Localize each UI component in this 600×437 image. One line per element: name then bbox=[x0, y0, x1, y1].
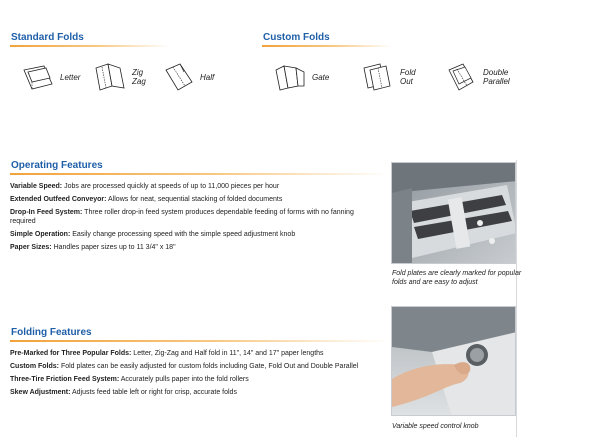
feature-item: Skew Adjustment: Adjusts feed table left or right for crisp, accurate folds bbox=[10, 389, 237, 396]
speed-knob-photo bbox=[391, 306, 516, 416]
fold-label: Fold Out bbox=[400, 68, 416, 86]
feature-item: Three-Tire Friction Feed System: Accurately pulls paper into the fold rollers bbox=[10, 376, 249, 383]
fold-plates-caption: Fold plates are clearly marked for popular folds and are easy to adjust bbox=[392, 270, 522, 286]
folding-features-title: Folding Features bbox=[11, 327, 92, 338]
speed-knob-caption: Variable speed control knob bbox=[392, 423, 479, 430]
feature-item: Drop-In Feed System: Three roller drop-in feed system produces dependable feeding of forms with no fanning required bbox=[10, 209, 354, 225]
operating-features-underline bbox=[10, 173, 390, 175]
feature-item: Paper Sizes: Handles paper sizes up to 11 3/4" x 18" bbox=[10, 244, 176, 251]
speed-knob-image bbox=[392, 307, 516, 416]
zigzag-fold-icon bbox=[92, 62, 128, 92]
fold-foldout bbox=[360, 62, 416, 92]
feature-item: Custom Folds: Fold plates can be easily adjusted for custom folds including Gate, Fold Out and Double Parallel bbox=[10, 363, 359, 370]
fold-half bbox=[160, 62, 214, 92]
standard-folds-title: Standard Folds bbox=[11, 32, 84, 43]
feature-item: Extended Outfeed Conveyor: Allows for neat, sequential stacking of folded documents bbox=[10, 196, 283, 203]
feature-item: Variable Speed: Jobs are processed quickly at speeds of up to 11,000 pieces per hour bbox=[10, 183, 280, 190]
fold-double-parallel bbox=[443, 62, 510, 92]
half-fold-icon bbox=[160, 62, 196, 92]
fold-label: Letter bbox=[60, 72, 81, 82]
operating-features-list bbox=[10, 182, 380, 256]
photo-divider-line bbox=[516, 160, 517, 437]
custom-folds-underline bbox=[262, 45, 392, 47]
folding-features-underline bbox=[10, 340, 390, 342]
custom-folds-title: Custom Folds bbox=[263, 32, 330, 43]
fold-zigzag bbox=[92, 62, 146, 92]
standard-folds-underline bbox=[10, 45, 170, 47]
folding-features-list bbox=[10, 349, 380, 401]
operating-features-title: Operating Features bbox=[11, 160, 103, 171]
gate-fold-icon bbox=[272, 62, 308, 92]
fold-letter bbox=[20, 62, 80, 92]
feature-item: Simple Operation: Easily change processing speed with the simple speed adjustment knob bbox=[10, 231, 296, 238]
fold-gate bbox=[272, 62, 329, 92]
fold-label: Half bbox=[200, 72, 215, 82]
fold-plates-photo bbox=[391, 162, 516, 264]
double-parallel-fold-icon bbox=[443, 62, 479, 92]
foldout-fold-icon bbox=[360, 62, 396, 92]
fold-plates-image bbox=[392, 163, 516, 264]
feature-item: Pre-Marked for Three Popular Folds: Letter, Zig-Zag and Half fold in 11", 14" and 17" paper lengths bbox=[10, 350, 324, 357]
letter-fold-icon bbox=[20, 62, 56, 92]
fold-label: Double Parallel bbox=[483, 68, 510, 86]
fold-label: Zig Zag bbox=[132, 68, 146, 86]
fold-label: Gate bbox=[312, 72, 330, 82]
